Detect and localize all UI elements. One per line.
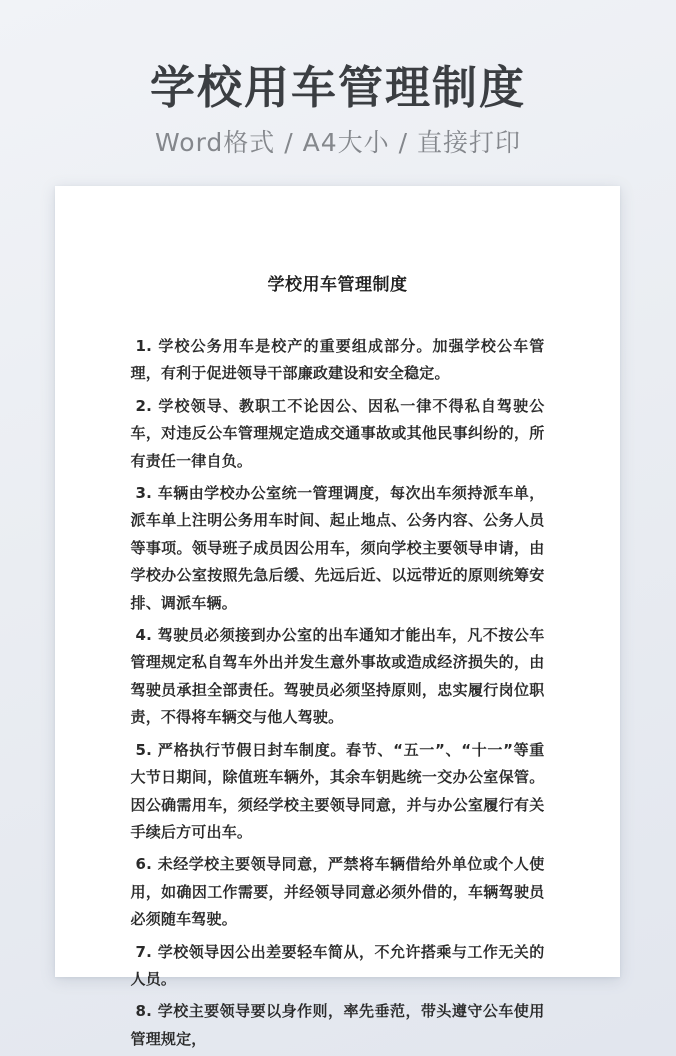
document-paragraph: 7. 学校领导因公出差要轻车简从，不允许搭乘与工作无关的人员。	[130, 942, 545, 988]
document-paragraph: 8. 学校主要领导要以身作则，率先垂范，带头遵守公车使用管理规定，	[130, 1002, 545, 1048]
document-paragraph: 4. 驾驶员必须接到办公室的出车通知才能出车，凡不按公车管理规定私自驾车外出并发生意外事故或造成经济损失的，由驾驶员承担全部责任。驾驶员必须坚持原则，忠实履行岗位职责，不得将车辆交与他人驾驶。	[130, 626, 545, 727]
document-paragraph: 5. 严格执行节假日封车制度。春节、“五一”、“十一”等重大节日期间，除值班车辆外，其余车钥匙统一交办公室保管。因公确需用车，须经学校主要领导同意，并与办公室履行有关手续后方可出车。	[130, 740, 545, 841]
document-paragraph: 3. 车辆由学校办公室统一管理调度，每次出车须持派车单，派车单上注明公务用车时间、起止地点、公务内容、公务人员等事项。领导班子成员因公用车，须向学校主要领导申请，由学校办公室按照先急后缓、先远后近、以远带近的原则统筹安排、调派车辆。	[130, 484, 545, 612]
document-paragraph: 2. 学校领导、教职工不论因公、因私一律不得私自驾驶公车，对违反公车管理规定造成交通事故或其他民事纠纷的，所有责任一律自负。	[130, 396, 545, 470]
document-paragraph: 1. 学校公务用车是校产的重要组成部分。加强学校公车管理，有利于促进领导干部廉政建设和安全稳定。	[130, 337, 545, 383]
template-subtitle: Word格式 / A4大小 / 直接打印	[155, 127, 521, 157]
document-paragraph: 6. 未经学校主要领导同意，严禁将车辆借给外单位或个人使用，如确因工作需要，并经领导同意必须外借的，车辆驾驶员必须随车驾驶。	[130, 855, 545, 929]
document-page	[55, 186, 620, 1048]
document-title: 学校用车管理制度	[267, 275, 408, 295]
template-title: 学校用车管理制度	[149, 61, 526, 114]
template-header	[0, 62, 676, 159]
document-body	[131, 333, 545, 1053]
